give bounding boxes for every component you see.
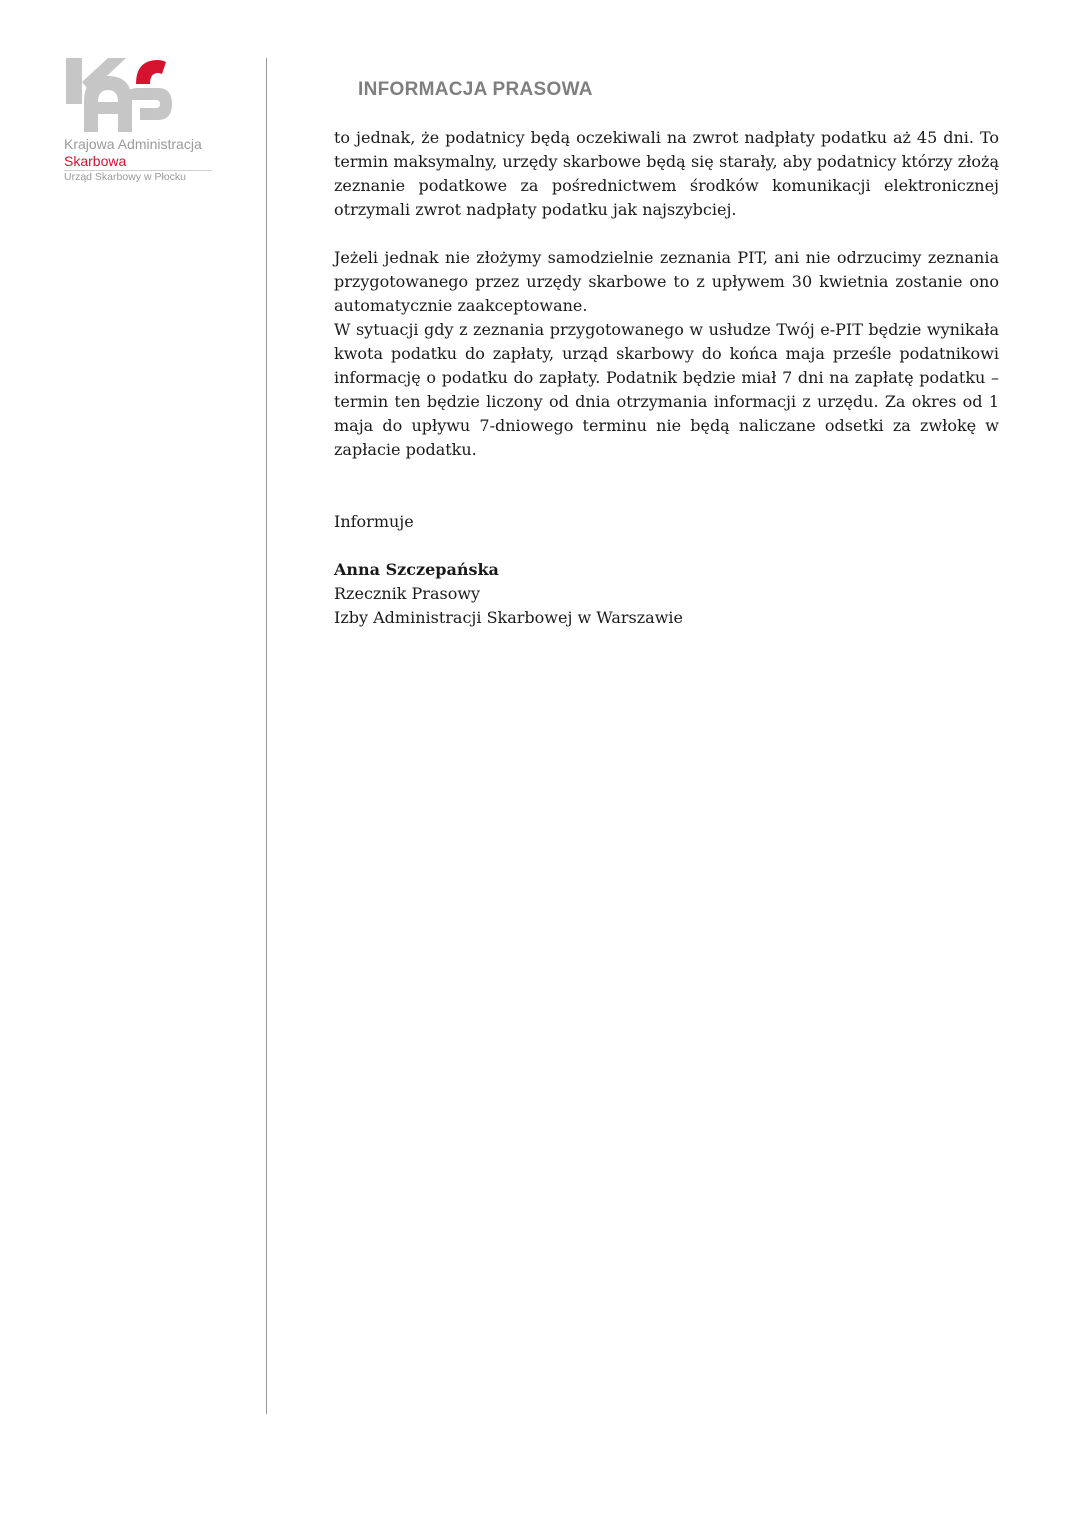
logo-text-skarbowa: Skarbowa bbox=[64, 153, 127, 169]
kas-logo bbox=[62, 54, 222, 188]
document-body bbox=[334, 126, 999, 630]
logo-text-office: Urząd Skarbowy w Płocku bbox=[64, 171, 186, 183]
signature-name: Anna Szczepańska bbox=[334, 560, 499, 579]
kas-logo-icon bbox=[62, 54, 182, 136]
signature-role: Rzecznik Prasowy bbox=[334, 584, 481, 603]
signature-organization: Izby Administracji Skarbowej w Warszawie bbox=[334, 608, 683, 627]
paragraph-refund-time: to jednak, że podatnicy będą oczekiwali na zwrot nadpłaty podatku aż 45 dni. To termin maksymalny, urzędy skarbowe będą się starały, aby podatnicy którzy złożą zeznanie podatkowe za pośrednictwem środków komunikacji elektronicznej otrzymali zwrot nadpłaty podatku jak najszybciej. bbox=[334, 128, 999, 219]
paragraph-tax-payment: W sytuacji gdy z zeznania przygotowanego w usłudze Twój e-PIT będzie wynikała kwota podatku do zapłaty, urząd skarbowy do końca maja prześle podatnikowi informację o podatku do zapłaty. Podatnik będzie miał 7 dni na zapłatę podatku – termin ten będzie liczony od dnia otrzymania informacji z urzędu. Za okres od 1 maja do upływu 7-dniowego terminu nie będą naliczane odsetki za zwłokę w zapłacie podatku. bbox=[334, 320, 999, 459]
signature-intro: Informuje bbox=[334, 512, 414, 531]
vertical-divider bbox=[266, 58, 267, 1414]
page-title: INFORMACJA PRASOWA bbox=[358, 79, 593, 100]
paragraph-auto-acceptance: Jeżeli jednak nie złożymy samodzielnie zeznania PIT, ani nie odrzucimy zeznania przygotowanego przez urzędy skarbowe to z upływem 30 kwietnia zostanie ono automatycznie zaakceptowane. bbox=[334, 248, 999, 315]
logo-text-agency: Krajowa Administracja bbox=[64, 136, 202, 152]
